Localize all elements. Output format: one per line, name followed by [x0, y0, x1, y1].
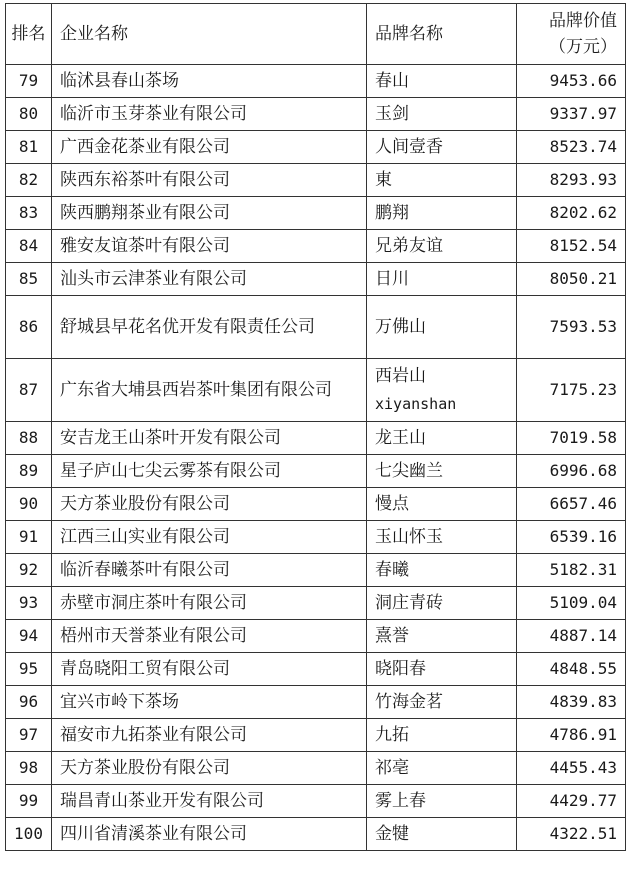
- company-cell: [52, 785, 367, 818]
- rank-cell: [6, 455, 52, 488]
- brand-cell: [367, 131, 517, 164]
- company-cell-text: 瑞昌青山茶业开发有限公司: [60, 791, 264, 811]
- value-cell-text: 7019.58: [549, 428, 617, 447]
- brand-cell-text: 玉剑: [375, 104, 409, 124]
- rank-cell-text: 89: [18, 461, 39, 480]
- rank-cell: [6, 752, 52, 785]
- brand-cell: [367, 587, 517, 620]
- brand-cell: [367, 197, 517, 230]
- brand-cell-text: 西岩山: [375, 366, 426, 386]
- company-cell-text: 天方茶业股份有限公司: [60, 494, 230, 514]
- value-cell: [517, 98, 626, 131]
- company-cell: [52, 197, 367, 230]
- brand-cell: [367, 422, 517, 455]
- company-cell: [52, 263, 367, 296]
- brand-cell-text: 七尖幽兰: [375, 461, 443, 481]
- company-cell-text: 临沂春曦茶叶有限公司: [60, 560, 230, 580]
- value-cell: [517, 521, 626, 554]
- rank-cell-text: 90: [18, 494, 39, 513]
- value-cell-text: 8523.74: [549, 137, 617, 156]
- company-cell-text: 广东省大埔县西岩茶叶集团有限公司: [60, 380, 332, 400]
- brand-cell: [367, 521, 517, 554]
- header-rank: 排名: [6, 4, 52, 65]
- value-cell: [517, 263, 626, 296]
- value-cell-text: 4455.43: [549, 758, 617, 777]
- company-cell: [52, 752, 367, 785]
- brand-cell: [367, 818, 517, 851]
- value-cell-text: 4322.51: [549, 824, 617, 843]
- company-cell-text: 四川省清溪茶业有限公司: [60, 824, 247, 844]
- value-cell-text: 4786.91: [549, 725, 617, 744]
- company-cell: [52, 65, 367, 98]
- company-cell-text: 广西金花茶业有限公司: [60, 137, 230, 157]
- value-cell-text: 6539.16: [549, 527, 617, 546]
- brand-cell: [367, 752, 517, 785]
- brand-cell-text: 慢点: [375, 494, 409, 514]
- company-cell: [52, 131, 367, 164]
- rank-cell: [6, 131, 52, 164]
- company-cell: [52, 296, 367, 359]
- rank-cell-text: 82: [18, 170, 39, 189]
- value-cell: [517, 197, 626, 230]
- company-cell: [52, 455, 367, 488]
- brand-cell-text: 日川: [375, 269, 409, 289]
- company-cell-text: 安吉龙王山茶叶开发有限公司: [60, 428, 281, 448]
- brand-cell-text: 万佛山: [375, 317, 426, 337]
- company-cell: [52, 230, 367, 263]
- value-cell-text: 6996.68: [549, 461, 617, 480]
- rank-cell: [6, 359, 52, 422]
- brand-cell-text: 春曦: [375, 560, 409, 580]
- table-row: [6, 131, 626, 164]
- company-cell-text: 陕西东裕茶叶有限公司: [60, 170, 230, 190]
- header-company: 企业名称: [52, 4, 367, 65]
- table-row: [6, 587, 626, 620]
- value-cell-text: 9453.66: [549, 71, 617, 90]
- rank-cell: [6, 653, 52, 686]
- rank-cell: [6, 521, 52, 554]
- company-cell-text: 雅安友谊茶叶有限公司: [60, 236, 230, 256]
- rank-cell-text: 95: [18, 659, 39, 678]
- value-cell: [517, 653, 626, 686]
- brand-sub-text: xiyanshan: [375, 395, 457, 413]
- company-cell-text: 天方茶业股份有限公司: [60, 758, 230, 778]
- value-cell: [517, 422, 626, 455]
- header-value-line1: 品牌价值: [549, 11, 617, 31]
- company-cell: [52, 620, 367, 653]
- rank-cell: [6, 164, 52, 197]
- value-cell: [517, 164, 626, 197]
- brand-cell-text: 洞庄青砖: [375, 593, 443, 613]
- brand-cell-text: 兄弟友谊: [375, 236, 443, 256]
- brand-cell-text: 玉山怀玉: [375, 527, 443, 547]
- rank-cell-text: 96: [18, 692, 39, 711]
- brand-cell: [367, 719, 517, 752]
- table-row: [6, 785, 626, 818]
- brand-cell-text: 金犍: [375, 824, 409, 844]
- value-cell: [517, 65, 626, 98]
- value-cell-text: 7175.23: [549, 380, 617, 399]
- company-cell: [52, 422, 367, 455]
- header-brand: 品牌名称: [367, 4, 517, 65]
- company-cell: [52, 653, 367, 686]
- value-cell-text: 7593.53: [549, 317, 617, 336]
- brand-cell-text: 人间壹香: [375, 137, 443, 157]
- company-cell-text: 星子庐山七尖云雾茶有限公司: [60, 461, 281, 481]
- company-cell: [52, 521, 367, 554]
- company-cell-text: 舒城县早花名优开发有限责任公司: [60, 317, 315, 337]
- table-row: [6, 164, 626, 197]
- rank-cell: [6, 719, 52, 752]
- value-cell-text: 8202.62: [549, 203, 617, 222]
- table-row: [6, 686, 626, 719]
- brand-cell-text: 雾上春: [375, 791, 426, 811]
- company-cell-text: 梧州市天誉茶业有限公司: [60, 626, 247, 646]
- brand-cell-text: 東: [375, 170, 392, 190]
- table-row: [6, 296, 626, 359]
- rank-cell: [6, 65, 52, 98]
- company-cell-text: 临沂市玉芽茶业有限公司: [60, 104, 247, 124]
- table-row: [6, 488, 626, 521]
- rank-cell: [6, 98, 52, 131]
- rank-cell-text: 92: [18, 560, 39, 579]
- value-cell-text: 6657.46: [549, 494, 617, 513]
- header-row: [6, 4, 626, 65]
- rank-cell-text: 83: [18, 203, 39, 222]
- rank-cell-text: 94: [18, 626, 39, 645]
- value-cell: [517, 296, 626, 359]
- value-cell-text: 8152.54: [549, 236, 617, 255]
- rank-cell: [6, 422, 52, 455]
- rank-cell-text: 93: [18, 593, 39, 612]
- value-cell: [517, 752, 626, 785]
- company-cell-text: 陕西鹏翔茶业有限公司: [60, 203, 230, 223]
- brand-cell: [367, 686, 517, 719]
- value-cell-text: 4887.14: [549, 626, 617, 645]
- brand-cell-text: 春山: [375, 71, 409, 91]
- value-cell: [517, 488, 626, 521]
- brand-cell: [367, 263, 517, 296]
- company-cell: [52, 686, 367, 719]
- brand-cell: [367, 653, 517, 686]
- value-cell-text: 4839.83: [549, 692, 617, 711]
- table-row: [6, 455, 626, 488]
- brand-cell-text: 熹誉: [375, 626, 409, 646]
- table-row: [6, 653, 626, 686]
- company-cell: [52, 818, 367, 851]
- company-cell: [52, 359, 367, 422]
- rank-cell-text: 79: [18, 71, 39, 90]
- rank-cell: [6, 620, 52, 653]
- company-cell: [52, 488, 367, 521]
- table-row: [6, 263, 626, 296]
- table-row: [6, 197, 626, 230]
- table-row: [6, 521, 626, 554]
- company-cell: [52, 98, 367, 131]
- brand-cell: [367, 359, 517, 422]
- brand-cell: [367, 620, 517, 653]
- brand-cell: [367, 488, 517, 521]
- table-row: [6, 818, 626, 851]
- company-cell-text: 福安市九拓茶业有限公司: [60, 725, 247, 745]
- value-cell-text: 5109.04: [549, 593, 617, 612]
- rank-cell: [6, 230, 52, 263]
- value-cell: [517, 818, 626, 851]
- brand-value-table: [5, 3, 626, 851]
- value-cell-text: 8050.21: [549, 269, 617, 288]
- rank-cell: [6, 818, 52, 851]
- brand-cell: [367, 65, 517, 98]
- value-cell: [517, 554, 626, 587]
- brand-cell: [367, 296, 517, 359]
- rank-cell-text: 99: [18, 791, 39, 810]
- header-value: [517, 4, 626, 65]
- rank-cell-text: 97: [18, 725, 39, 744]
- rank-cell-text: 87: [18, 380, 39, 399]
- company-cell: [52, 164, 367, 197]
- rank-cell-text: 88: [18, 428, 39, 447]
- company-cell: [52, 587, 367, 620]
- rank-cell-text: 86: [18, 317, 39, 336]
- company-cell-text: 汕头市云津茶业有限公司: [60, 269, 247, 289]
- company-cell: [52, 554, 367, 587]
- brand-cell-text: 鹏翔: [375, 203, 409, 223]
- rank-cell-text: 84: [18, 236, 39, 255]
- rank-cell-text: 81: [18, 137, 39, 156]
- value-cell-text: 8293.93: [549, 170, 617, 189]
- rank-cell: [6, 785, 52, 818]
- brand-cell-text: 九拓: [375, 725, 409, 745]
- brand-cell-text: 晓阳春: [375, 659, 426, 679]
- company-cell-text: 临沭县春山茶场: [60, 71, 179, 91]
- value-cell: [517, 587, 626, 620]
- table-row: [6, 620, 626, 653]
- table-row: [6, 752, 626, 785]
- table-row: [6, 98, 626, 131]
- table-row: [6, 422, 626, 455]
- rank-cell-text: 100: [14, 824, 43, 843]
- table-row: [6, 719, 626, 752]
- rank-cell-text: 85: [18, 269, 39, 288]
- brand-cell-text: 竹海金茗: [375, 692, 443, 712]
- value-cell-text: 4429.77: [549, 791, 617, 810]
- brand-cell: [367, 554, 517, 587]
- company-cell: [52, 719, 367, 752]
- brand-cell-text: 龙王山: [375, 428, 426, 448]
- rank-cell: [6, 197, 52, 230]
- rank-cell-text: 80: [18, 104, 39, 123]
- table-row: [6, 554, 626, 587]
- value-cell: [517, 131, 626, 164]
- value-cell-text: 4848.55: [549, 659, 617, 678]
- company-cell-text: 宜兴市岭下茶场: [60, 692, 179, 712]
- brand-cell-text: 祁亳: [375, 758, 409, 778]
- brand-cell: [367, 230, 517, 263]
- rank-cell: [6, 488, 52, 521]
- rank-cell-text: 98: [18, 758, 39, 777]
- value-cell: [517, 359, 626, 422]
- company-cell-text: 赤壁市洞庄茶叶有限公司: [60, 593, 247, 613]
- header-value-line2: （万元）: [549, 37, 617, 57]
- rank-cell: [6, 554, 52, 587]
- brand-cell: [367, 455, 517, 488]
- value-cell: [517, 785, 626, 818]
- value-cell: [517, 230, 626, 263]
- brand-cell: [367, 785, 517, 818]
- rank-cell: [6, 263, 52, 296]
- brand-cell: [367, 164, 517, 197]
- rank-cell: [6, 296, 52, 359]
- table-row: [6, 359, 626, 422]
- company-cell-text: 江西三山实业有限公司: [60, 527, 230, 547]
- value-cell-text: 9337.97: [549, 104, 617, 123]
- brand-cell: [367, 98, 517, 131]
- table-row: [6, 230, 626, 263]
- rank-cell: [6, 587, 52, 620]
- value-cell: [517, 686, 626, 719]
- table-row: [6, 65, 626, 98]
- rank-cell-text: 91: [18, 527, 39, 546]
- value-cell: [517, 719, 626, 752]
- value-cell: [517, 620, 626, 653]
- value-cell: [517, 455, 626, 488]
- value-cell-text: 5182.31: [549, 560, 617, 579]
- rank-cell: [6, 686, 52, 719]
- company-cell-text: 青岛晓阳工贸有限公司: [60, 659, 230, 679]
